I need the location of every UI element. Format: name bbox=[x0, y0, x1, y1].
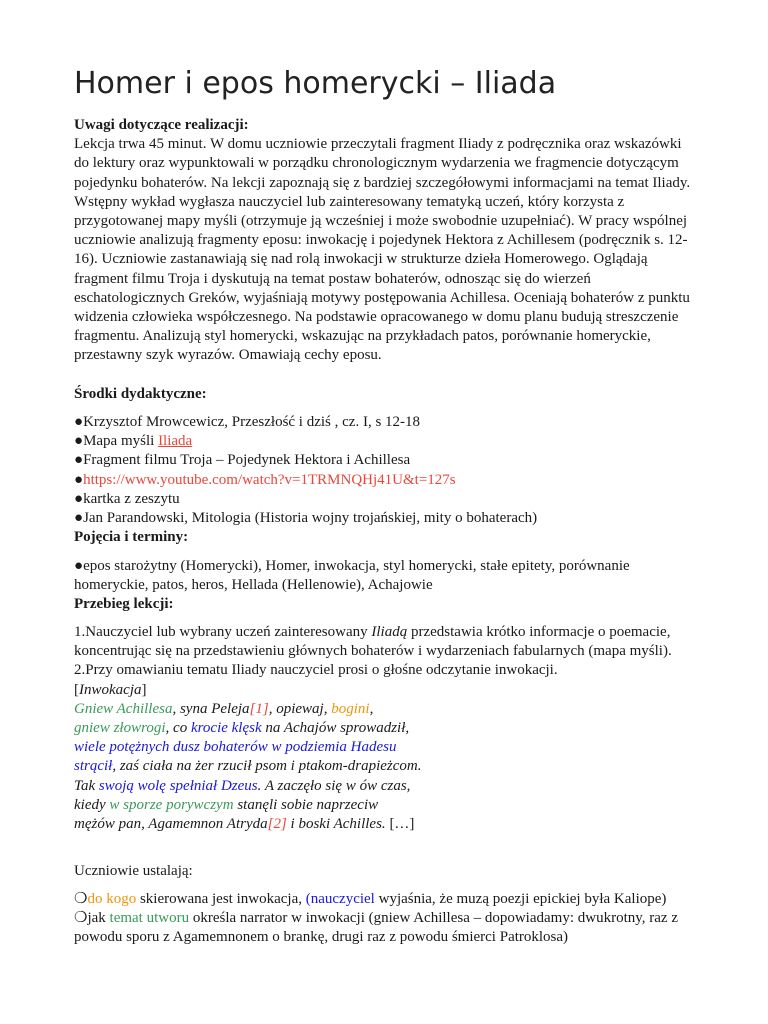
youtube-link[interactable]: https://www.youtube.com/watch?v=1TRMNQHj41U&t=127s bbox=[83, 471, 456, 488]
uwagi-heading: Uwagi dotyczące realizacji: bbox=[74, 117, 249, 133]
list-item: ❍do kogo skierowana jest inwokacja, (nauczyciel wyjaśnia, że muzą poezji epickiej była Kaliope) bbox=[74, 891, 667, 907]
pojecia-section bbox=[74, 557, 699, 615]
bullet-icon: ● bbox=[74, 490, 84, 507]
przebieg-p2: 2.Przy omawianiu tematu Iliady nauczyciel prosi o głośne odczytanie inwokacji. bbox=[74, 662, 558, 679]
list-item: ●Fragment filmu Troja – Pojedynek Hektora i Achillesa bbox=[74, 452, 411, 469]
list-item: ❍jak temat utworu określa narrator w inwokacji (gniew Achillesa – dopowiadamy: dwukrotny, raz z powodu sporu z Agamemnonem o brankę, drugi raz z powodu śmierci Patroklosa) bbox=[74, 910, 678, 946]
poem-line: wiele potężnych dusz bohaterów w podziemia Hadesu bbox=[74, 739, 397, 756]
poem bbox=[74, 700, 699, 834]
bullet-icon: ● bbox=[74, 414, 84, 430]
inwokacja-label: [Inwokacja] bbox=[74, 681, 147, 698]
srodki-section bbox=[74, 385, 699, 404]
pojecia-heading: Pojęcia i terminy: bbox=[74, 529, 189, 546]
poem-line: Gniew Achillesa, syna Peleja[1], opiewaj, bogini, bbox=[74, 700, 374, 717]
list-item bbox=[74, 471, 699, 490]
uwagi-paragraph: Lekcja trwa 45 minut. W domu uczniowie przeczytali fragment Iliady z podręcznika oraz wskazówki do lektury oraz wypunktowali w porządku chronologicznym wydarzenia we fragmencie dotyczącym pojedynku bohaterów. Na lekcji zapoznają się z bardziej szczegółowymi informacjami na temat Iliady. Wstępny wykład wygłasza nauczyciel lub zainteresowany tematyką uczeń, który korzysta z przygotowanej mapy myśli (otrzymuje ją wcześniej i może swobodnie uzupełniać). W pracy wspólnej uczniowie analizują fragmenty eposu: inwokację i pojedynek Hektora z Achillesem (podręcznik s. 12- 16). Uczniowie zastanawiają się nad rolą inwokacji w strukturze dzieła Homerowego. Oglądają fragment filmu Troja i dyskutują na temat postaw bohaterów, odnosząc się do wierzeń eschatologicznych Greków, wyjaśniają motywy postępowania Achillesa. Oceniają bohaterów z punktu widzenia człowieka współczesnego. Na podstawie opracowanego w domu planu budują streszczenie fragmentu. Analizują styl homerycki, wskazując na przykładach patos, porównanie homeryckie, przestawny szyk wyrazów. Omawiają cechy eposu. bbox=[74, 136, 691, 364]
list-item: ●Krzysztof Mrowcewicz, Przeszłość i dziś , cz. I, s 12-18 bbox=[74, 414, 421, 430]
poem-line: strącił, zaś ciała na żer rzucił psom i ptakom-drapieżcom. bbox=[74, 758, 422, 775]
bullet-icon: ● bbox=[74, 452, 84, 469]
srodki-heading: Środki dydaktyczne: bbox=[74, 386, 207, 402]
ustalaja-label: Uczniowie ustalają: bbox=[74, 863, 193, 879]
list-item: ●Jan Parandowski, Mitologia (Historia wojny trojańskiej, mity o bohaterach) bbox=[74, 510, 538, 527]
circle-bullet-icon: ❍ bbox=[74, 891, 88, 907]
circle-bullet-icon: ❍ bbox=[74, 910, 88, 927]
ustalaja-list bbox=[74, 890, 699, 948]
page-title: Homer i epos homerycki – Iliada bbox=[74, 66, 557, 101]
poem-line: gniew złowrogi, co krocie klęsk na Achajów sprowadził, bbox=[74, 720, 410, 737]
bullet-icon: ● bbox=[74, 433, 84, 450]
bullet-icon: ● bbox=[74, 510, 84, 527]
bullet-icon: ● bbox=[74, 558, 84, 574]
footnote-ref[interactable]: [1] bbox=[249, 700, 269, 717]
list-item: ●Mapa myśli Iliada bbox=[74, 433, 193, 450]
przebieg-heading: Przebieg lekcji: bbox=[74, 596, 174, 613]
przebieg-section bbox=[74, 623, 699, 834]
footnote-ref[interactable]: [2] bbox=[267, 816, 287, 833]
list-item: ●kartka z zeszytu bbox=[74, 490, 180, 507]
pojecia-text: ●epos starożytny (Homerycki), Homer, inwokacja, styl homerycki, stałe epitety, porównanie homeryckie, patos, heros, Hellada (Hellenowie), Achajowie bbox=[74, 558, 630, 594]
poem-line: mężów pan, Agamemnon Atryda[2] i boski Achilles. […] bbox=[74, 816, 415, 833]
przebieg-p1: 1.Nauczyciel lub wybrany uczeń zainteresowany Iliadą przedstawia krótko informacje o poemacie, koncentrując się na przedstawieniu głównych bohaterów i wydarzeniach fabularnych (mapa myśli). bbox=[74, 624, 672, 660]
poem-line: kiedy w sporze porywczym stanęli sobie naprzeciw bbox=[74, 796, 379, 813]
iliada-link[interactable]: Iliada bbox=[158, 433, 193, 450]
bullet-icon: ● bbox=[74, 471, 84, 488]
uwagi-section bbox=[74, 116, 699, 366]
srodki-list bbox=[74, 413, 699, 547]
poem-line: Tak swoją wolę spełniał Dzeus. A zaczęło się w ów czas, bbox=[74, 777, 411, 794]
